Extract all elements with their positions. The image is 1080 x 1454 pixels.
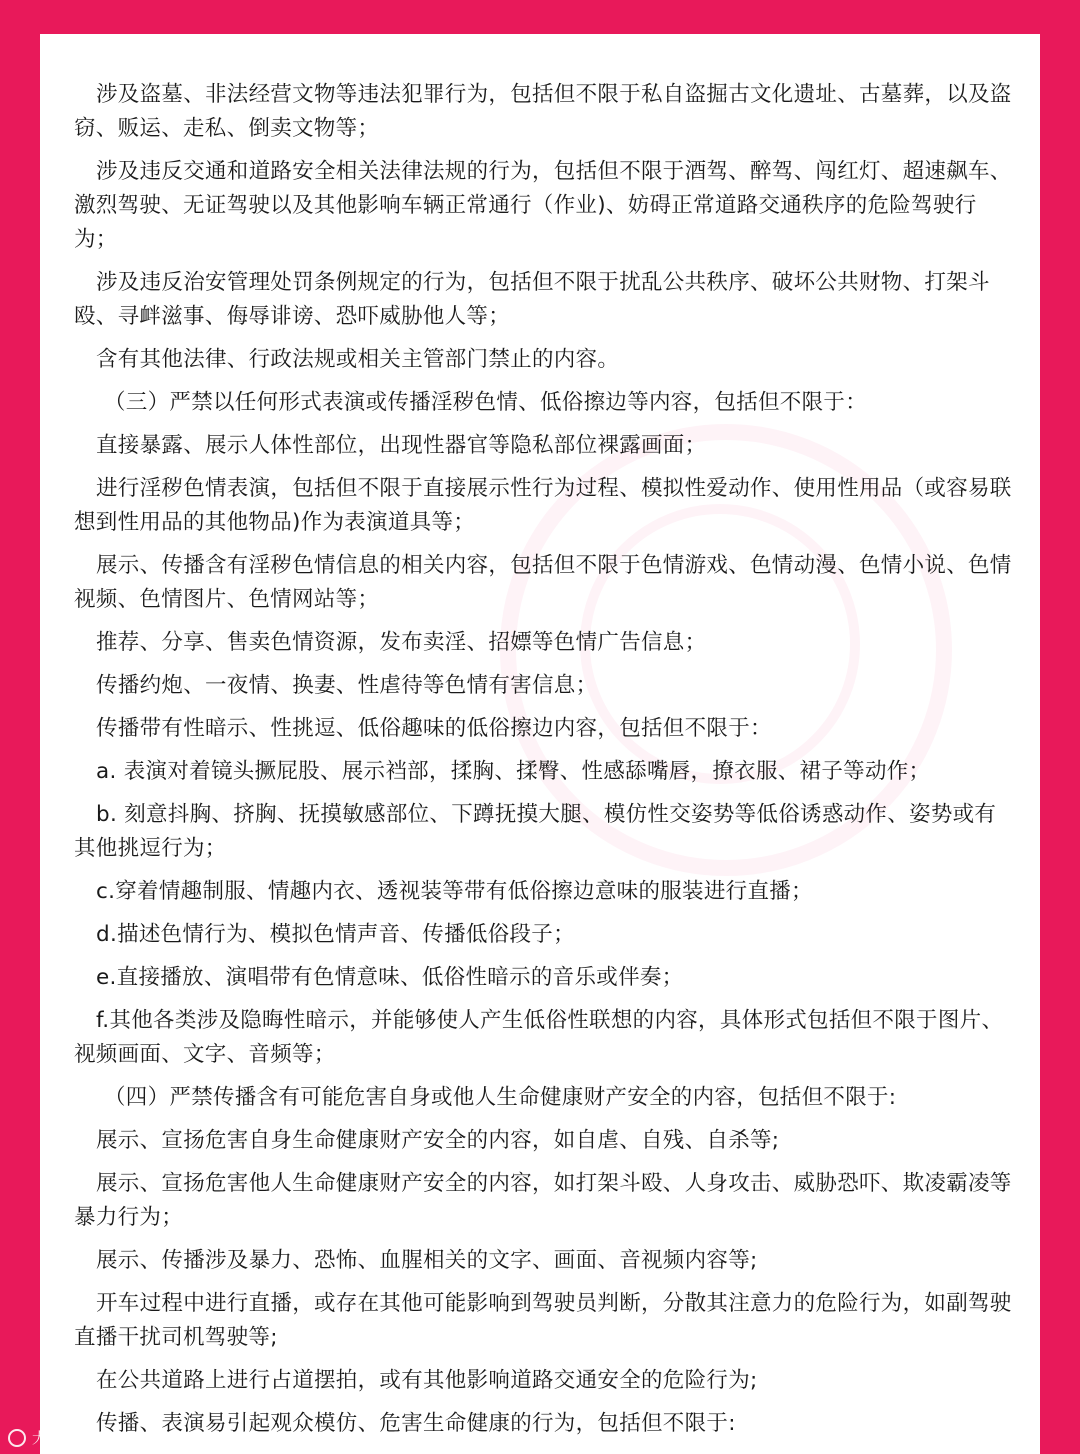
list-item: 传播约炮、一夜情、换妻、性虐待等色情有害信息； bbox=[96, 673, 598, 698]
document-page bbox=[40, 34, 1040, 1454]
section-heading: （四）严禁传播含有可能危害自身或他人生命健康财产安全的内容，包括但不限于: bbox=[104, 1085, 897, 1110]
document-body bbox=[74, 78, 1018, 1450]
list-item: d.描述色情行为、模拟色情声音、传播低俗段子； bbox=[96, 922, 575, 947]
list-item: 传播带有性暗示、性挑逗、低俗趣味的低俗擦边内容，包括但不限于： bbox=[96, 716, 772, 741]
list-item: b. 刻意抖胸、挤胸、抚摸敏感部位、下蹲抚摸大腿、模仿性交姿势等低俗诱惑动作、姿势或有其他挑逗行为； bbox=[74, 802, 997, 861]
list-item: 展示、宣扬危害自身生命健康财产安全的内容，如自虐、自残、自杀等; bbox=[96, 1128, 780, 1153]
list-item: 含有其他法律、行政法规或相关主管部门禁止的内容。 bbox=[96, 347, 620, 372]
list-item: a. 表演对着镜头撅屁股、展示裆部，揉胸、揉臀、性感舔嘴唇，撩衣服、裙子等动作； bbox=[96, 759, 931, 784]
list-item: 进行淫秽色情表演，包括但不限于直接展示性行为过程、模拟性爱动作、使用性用品（或容易联想到性用品的其他物品)作为表演道具等； bbox=[74, 476, 1012, 535]
list-item: f.其他各类涉及隐晦性暗示，并能够使人产生低俗性联想的内容，具体形式包括但不限于图片、视频画面、文字、音频等； bbox=[74, 1008, 1004, 1067]
footer-logo-text: 大数传播 bbox=[32, 1429, 93, 1447]
brand-circle-icon bbox=[8, 1429, 26, 1447]
list-item: 涉及违反交通和道路安全相关法律法规的行为，包括但不限于酒驾、醉驾、闯红灯、超速飙车、激烈驾驶、无证驾驶以及其他影响车辆正常通行（作业)、妨碍正常道路交通秩序的危险驾驶行为； bbox=[74, 159, 1012, 252]
list-item: 展示、宣扬危害他人生命健康财产安全的内容，如打架斗殴、人身攻击、威胁恐吓、欺凌霸凌等暴力行为； bbox=[74, 1171, 1012, 1230]
footer-logo bbox=[8, 1428, 92, 1448]
list-item: 直接暴露、展示人体性部位，出现性器官等隐私部位裸露画面； bbox=[96, 433, 707, 458]
list-item: 在公共道路上进行占道摆拍，或有其他影响道路交通安全的危险行为; bbox=[96, 1368, 758, 1393]
list-item: 展示、传播含有淫秽色情信息的相关内容，包括但不限于色情游戏、色情动漫、色情小说、色情视频、色情图片、色情网站等； bbox=[74, 553, 1012, 612]
list-item: 传播、表演易引起观众模仿、危害生命健康的行为，包括但不限于: bbox=[96, 1411, 736, 1436]
list-item: 展示、传播涉及暴力、恐怖、血腥相关的文字、画面、音视频内容等; bbox=[96, 1248, 758, 1273]
list-item: 涉及盗墓、非法经营文物等违法犯罪行为，包括但不限于私自盗掘古文化遗址、古墓葬，以及盗窃、贩运、走私、倒卖文物等； bbox=[74, 82, 1012, 141]
list-item: 开车过程中进行直播，或存在其他可能影响到驾驶员判断，分散其注意力的危险行为，如副驾驶直播干扰司机驾驶等; bbox=[74, 1291, 1012, 1350]
list-item: 涉及违反治安管理处罚条例规定的行为，包括但不限于扰乱公共秩序、破坏公共财物、打架斗殴、寻衅滋事、侮辱诽谤、恐吓威胁他人等； bbox=[74, 270, 990, 329]
list-item: 推荐、分享、售卖色情资源，发布卖淫、招嫖等色情广告信息； bbox=[96, 630, 707, 655]
list-item: e.直接播放、演唱带有色情意味、低俗性暗示的音乐或伴奏； bbox=[96, 965, 684, 990]
list-item: c.穿着情趣制服、情趣内衣、透视装等带有低俗擦边意味的服装进行直播； bbox=[96, 879, 813, 904]
section-heading: （三）严禁以任何形式表演或传播淫秽色情、低俗擦边等内容，包括但不限于： bbox=[104, 390, 868, 415]
